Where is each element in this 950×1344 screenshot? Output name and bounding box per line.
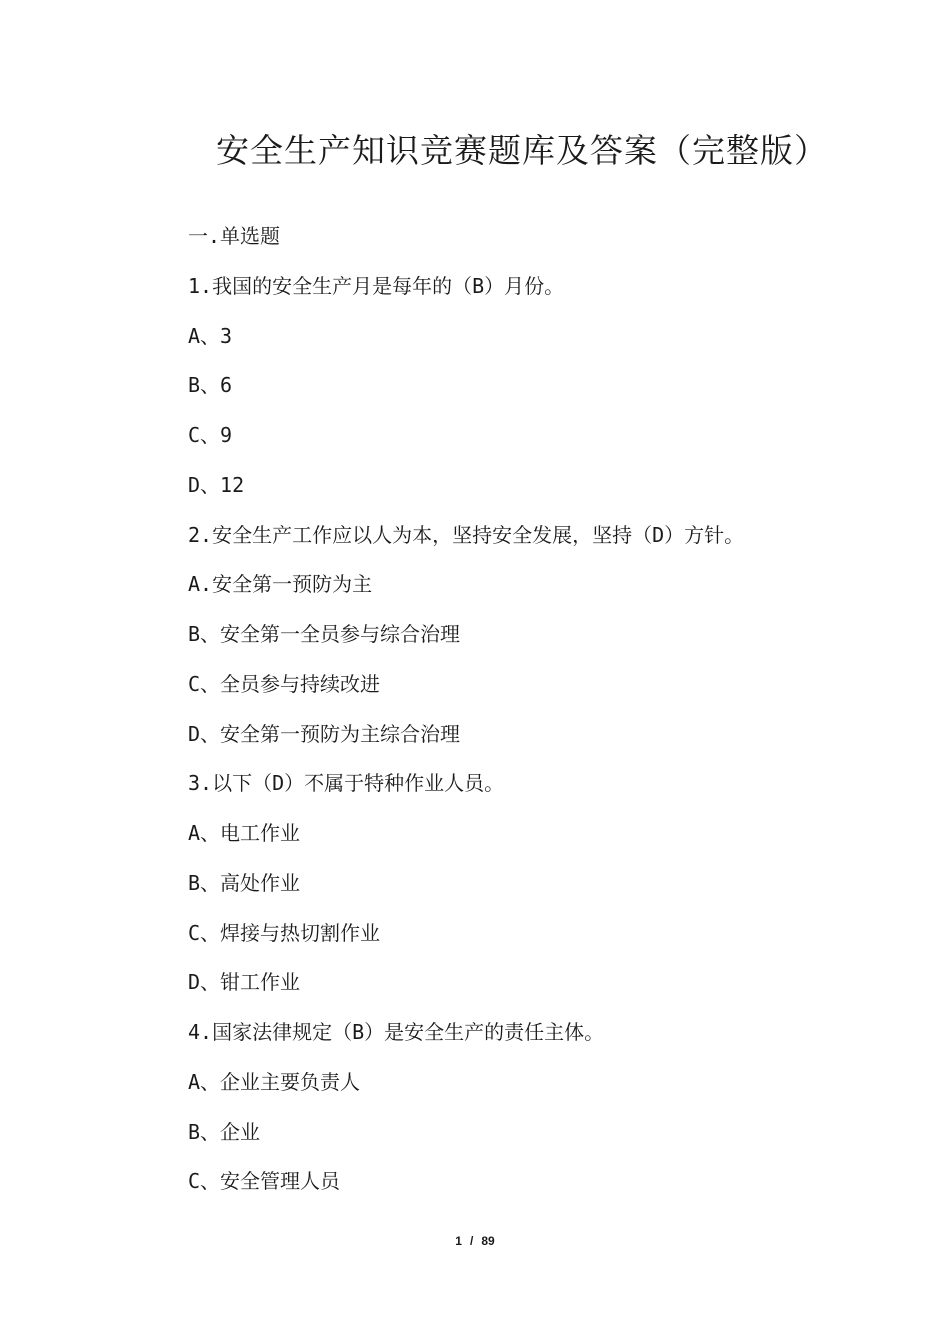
question-2-option-c: C、全员参与持续改进 [188,671,381,696]
question-1-option-a: A、3 [188,323,233,348]
question-2-option-b: B、安全第一全员参与综合治理 [188,622,461,646]
section-heading: 一.单选题 [188,224,281,248]
question-4-option-a: A、企业主要负责人 [188,1069,361,1094]
page-title: 安全生产知识竞赛题库及答案（完整版） [216,131,828,170]
question-3-option-b: B、高处作业 [188,870,301,895]
page-separator: / [469,1234,474,1248]
page-number [0,1232,950,1250]
question-2: 2.安全生产工作应以人为本，坚持安全发展，坚持（D）方针。 [188,522,745,547]
current-page-number: 1 [455,1234,462,1248]
question-3-option-a: A、电工作业 [188,821,301,845]
question-2-option-d: D、安全第一预防为主综合治理 [188,721,461,746]
question-3-option-d: D、钳工作业 [188,970,301,995]
question-1-option-d: D、12 [188,472,245,497]
question-4: 4.国家法律规定（B）是安全生产的责任主体。 [188,1020,605,1044]
total-pages: 89 [481,1234,495,1248]
question-1-option-c: C、9 [188,423,233,447]
question-3: 3.以下（D）不属于特种作业人员。 [188,771,505,796]
question-4-option-c: C、安全管理人员 [188,1169,341,1194]
question-1: 1.我国的安全生产月是每年的（B）月份。 [188,273,565,298]
question-1-option-b: B、6 [188,373,233,398]
question-2-option-a: A.安全第一预防为主 [188,572,373,597]
question-list [188,221,888,1216]
question-3-option-c: C、焊接与热切割作业 [188,920,381,945]
question-4-option-b: B、企业 [188,1119,261,1144]
